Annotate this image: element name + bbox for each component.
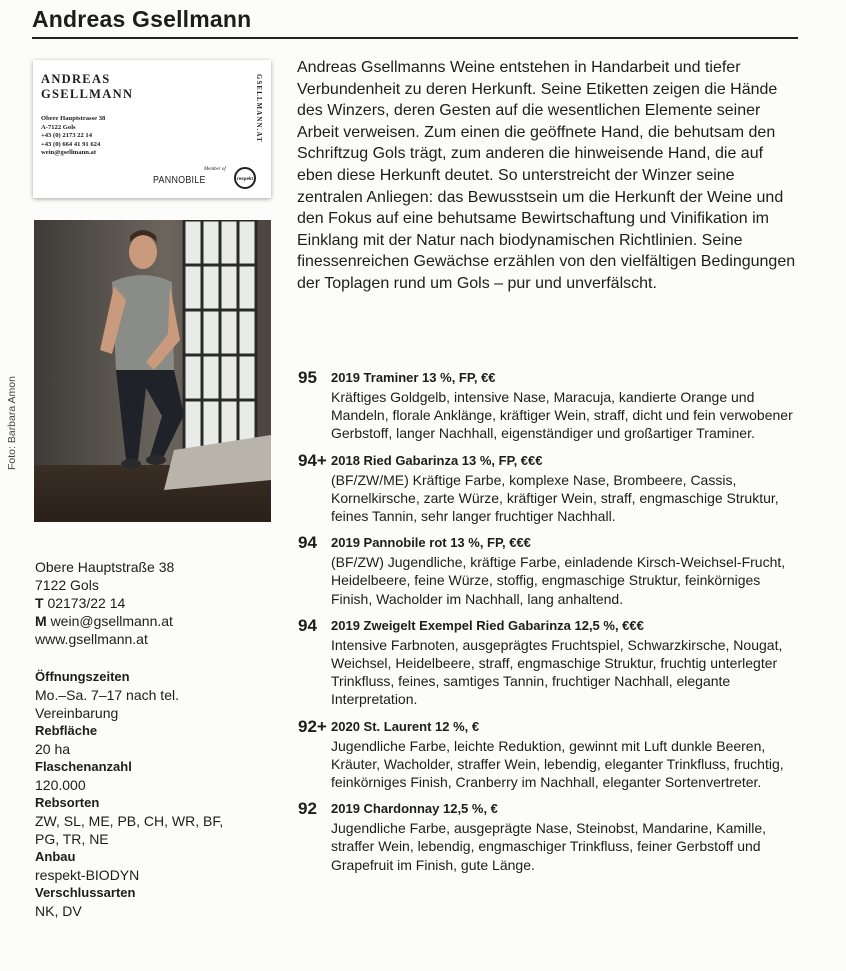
info-label-vineyard-area: Rebfläche <box>35 723 98 738</box>
card-website-vertical: GSELLMANN.AT <box>255 74 262 143</box>
wine-score: 94 <box>298 615 317 635</box>
wine-heading: 2019 Chardonnay 12,5 %, € <box>331 801 498 817</box>
mobile-email: M wein@gsellmann.at <box>35 613 173 629</box>
wine-score: 92 <box>298 799 317 819</box>
wine-score: 94 <box>298 533 317 553</box>
pannobile-logo: PANNOBILE <box>153 174 206 186</box>
business-card <box>33 60 271 198</box>
info-label-closures: Verschlussarten <box>35 885 136 900</box>
wine-heading: 2019 Traminer 13 %, FP, €€ <box>331 370 496 385</box>
info-label-grape-varieties: Rebsorten <box>35 795 100 810</box>
contact-block <box>35 558 174 648</box>
wine-score: 92+ <box>298 716 327 736</box>
intro-paragraph: Andreas Gsellmanns Weine entstehen in Handarbeit und tiefer Verbundenheit zu deren Herkunft. Seine Etiketten zeigen die Hände des Winzers, deren Gesten auf die wesentlichen Elemente seiner Arbeit verweisen. Zum einen die geöffnete Hand, die behutsam den Schriftzug Gols trägt, zum anderen die hinweisende Hand, die auf eben diese Herkunft deutet. So unterstreicht der Winzer seine zentralen Anliegen: das Bewusstsein um die Herkunft der Weine und den Fokus auf eine behutsame Bewirtschaftung und Vinifikation im Einklang mit der Natur nach biodynamischen Richtlinien. Seine finessenreichen Gewächse erzählen von den vielfältigen Bedingungen der Toplagen rund um Gols – pur und unverfälscht. <box>297 59 796 292</box>
wine-description: Intensive Farbnoten, ausgeprägtes Fruchtspiel, Schwarzkirsche, Nougat, Weichsel, Heidelbeere, straff, engmaschige Struktur, fruchtig unterlegter Trinkfluss, feines, samtiges Tannin, fruchtiger Nachhall, elegante Interpretation. <box>331 636 783 708</box>
wine-heading: 2019 Pannobile rot 13 %, FP, €€€ <box>331 535 531 551</box>
info-value-closures: NK, DV <box>35 903 82 919</box>
wine-heading: 2019 Zweigelt Exempel Ried Gabarinza 12,5 %, €€€ <box>331 617 644 633</box>
wine-entry <box>298 798 798 874</box>
card-name: ANDREAS GSELLMANN <box>41 72 134 101</box>
wine-entry <box>298 615 798 709</box>
wine-score: 94+ <box>298 450 327 470</box>
member-of-label: Member of <box>204 167 226 172</box>
info-value-opening-hours: Mo.–Sa. 7–17 nach tel. Vereinbarung <box>35 687 179 721</box>
wine-entry <box>298 450 798 526</box>
winery-info <box>35 668 235 920</box>
phone: T 02173/22 14 <box>35 595 126 611</box>
wine-description: Jugendliche Farbe, ausgeprägte Nase, Steinobst, Mandarine, Kamille, straffer Wein, lebendig, engmaschiger Trinkfluss, feiner Gerbstoff und Grapefruit im Finish, gute Länge. <box>331 820 767 873</box>
wine-heading: 2020 St. Laurent 12 %, € <box>331 718 480 734</box>
wine-entry <box>298 367 798 443</box>
wine-entry <box>298 532 798 608</box>
info-label-bottle-count: Flaschenanzahl <box>35 759 132 774</box>
info-value-grape-varieties: ZW, SL, ME, PB, CH, WR, BF, PG, TR, NE <box>35 813 224 847</box>
info-value-cultivation: respekt-BIODYN <box>35 867 140 883</box>
page-title: Andreas Gsellmann <box>32 6 798 39</box>
wine-description: (BF/ZW/ME) Kräftige Farbe, komplexe Nase, Brombeere, Cassis, Kornelkirsche, zarte Würze, kräftiger Wein, straff, engmaschige Struktur, feines Tannin, sehr langer fruchtiger Nachhall. <box>331 471 779 525</box>
winemaker-photo <box>34 220 271 522</box>
info-label-cultivation: Anbau <box>35 849 76 864</box>
wine-list <box>298 367 798 881</box>
wine-description: Kräftiges Goldgelb, intensive Nase, Maracuja, kandierte Orange und Mandeln, florale Anklänge, kräftiger Wein, straff, dicht und fein verwobener Gerbstoff, langer Nachhall, eigenständiger und großartiger Traminer. <box>331 389 793 442</box>
wine-description: Jugendliche Farbe, leichte Reduktion, gewinnt mit Luft dunkle Beeren, Kräuter, Wacholder, straffer Wein, lebendig, eleganter Trinkfluss, fruchtig, feinkörniges Finish, Cranberry im Nachhall, eleganter Sortenvertreter. <box>331 737 784 791</box>
wine-score: 95 <box>298 368 317 387</box>
winemaker-photo-image <box>34 220 271 522</box>
wine-heading: 2018 Ried Gabarinza 13 %, FP, €€€ <box>331 452 543 468</box>
respekt-logo: respekt <box>234 167 256 189</box>
info-value-bottle-count: 120.000 <box>35 777 86 793</box>
street: Obere Hauptstraße 38 <box>35 559 175 575</box>
info-label-opening-hours: Öffnungszeiten <box>35 669 130 684</box>
card-address: Obere Hauptstrasse 38 A-7122 Gols +43 (0) 2173 22 14 +43 (0) 664 41 91 624 wein@gsellmann.at <box>41 115 106 157</box>
city: 7122 Gols <box>35 577 99 593</box>
website: www.gsellmann.at <box>35 631 148 647</box>
info-value-vineyard-area: 20 ha <box>35 741 71 757</box>
photo-credit: Foto: Barbara Amon <box>6 376 18 470</box>
wine-description: (BF/ZW) Jugendliche, kräftige Farbe, einladende Kirsch-Weichsel-Frucht, Heidelbeere, feine Würze, stoffig, engmaschige Struktur, feinkörniges Finish, Wacholder im Nachhall, lang anhaltend. <box>331 554 786 607</box>
wine-entry <box>298 716 798 792</box>
